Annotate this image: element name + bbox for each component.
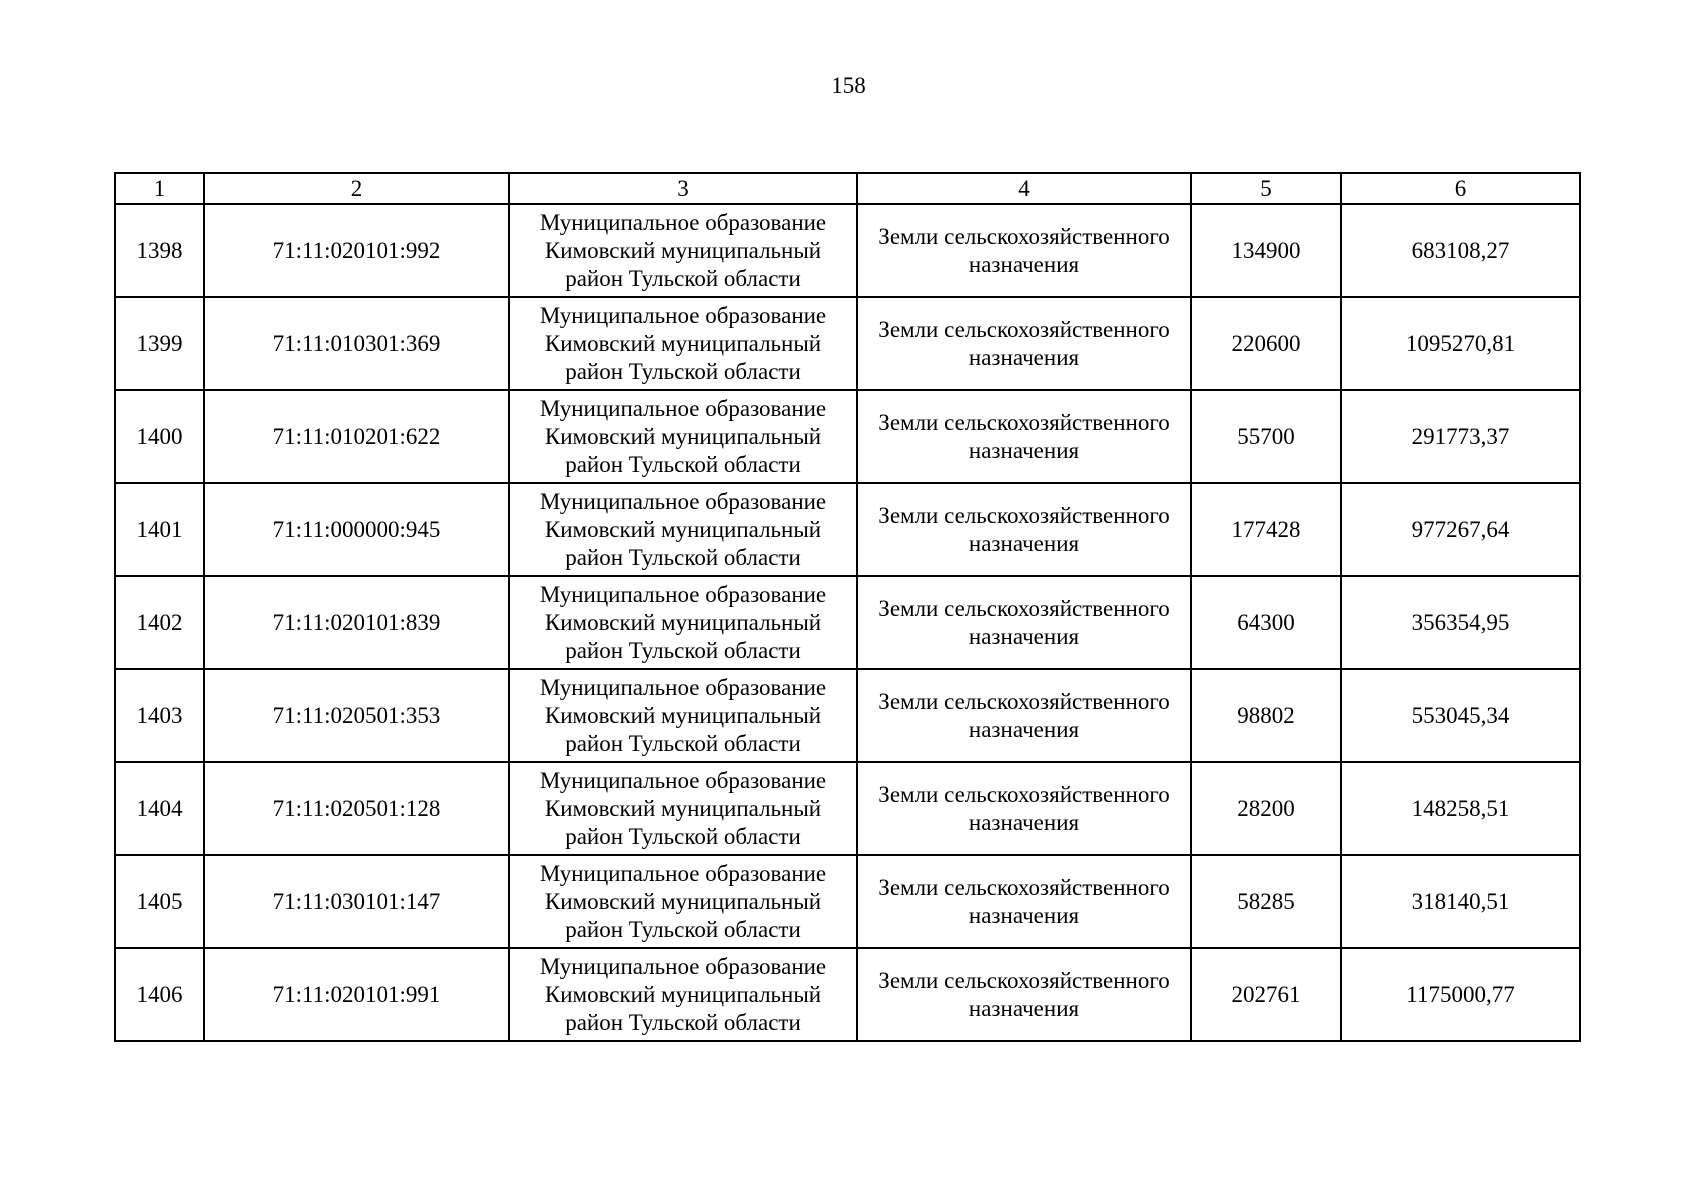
cadastral-value-cell: 1095270,81 <box>1341 297 1580 390</box>
area-cell: 134900 <box>1191 204 1341 297</box>
area-cell: 220600 <box>1191 297 1341 390</box>
owner-cell: Муниципальное образование Кимовский муниципальный район Тульской области <box>509 669 857 762</box>
area-cell: 28200 <box>1191 762 1341 855</box>
row-number-cell: 1404 <box>115 762 204 855</box>
owner-cell: Муниципальное образование Кимовский муниципальный район Тульской области <box>509 855 857 948</box>
row-number-cell: 1398 <box>115 204 204 297</box>
cadastral-value-cell: 977267,64 <box>1341 483 1580 576</box>
table-row <box>115 855 1580 948</box>
area-cell: 64300 <box>1191 576 1341 669</box>
table-row <box>115 390 1580 483</box>
cadastral-number-cell: 71:11:030101:147 <box>204 855 509 948</box>
area-cell: 98802 <box>1191 669 1341 762</box>
row-number-cell: 1405 <box>115 855 204 948</box>
cadastral-number-cell: 71:11:010201:622 <box>204 390 509 483</box>
area-cell: 58285 <box>1191 855 1341 948</box>
land-category-cell: Земли сельскохозяйственного назначения <box>857 297 1191 390</box>
land-category-cell: Земли сельскохозяйственного назначения <box>857 855 1191 948</box>
row-number-cell: 1399 <box>115 297 204 390</box>
land-category-cell: Земли сельскохозяйственного назначения <box>857 576 1191 669</box>
land-category-cell: Земли сельскохозяйственного назначения <box>857 669 1191 762</box>
land-category-cell: Земли сельскохозяйственного назначения <box>857 762 1191 855</box>
column-header: 5 <box>1191 173 1341 204</box>
column-header: 4 <box>857 173 1191 204</box>
column-header: 6 <box>1341 173 1580 204</box>
owner-cell: Муниципальное образование Кимовский муниципальный район Тульской области <box>509 948 857 1041</box>
table-row <box>115 669 1580 762</box>
cadastral-value-cell: 553045,34 <box>1341 669 1580 762</box>
column-header: 3 <box>509 173 857 204</box>
column-header: 2 <box>204 173 509 204</box>
cadastral-number-cell: 71:11:010301:369 <box>204 297 509 390</box>
cadastral-number-cell: 71:11:020101:992 <box>204 204 509 297</box>
table-row <box>115 576 1580 669</box>
land-category-cell: Земли сельскохозяйственного назначения <box>857 483 1191 576</box>
row-number-cell: 1406 <box>115 948 204 1041</box>
owner-cell: Муниципальное образование Кимовский муниципальный район Тульской области <box>509 204 857 297</box>
cadastral-value-cell: 291773,37 <box>1341 390 1580 483</box>
table-row <box>115 762 1580 855</box>
area-cell: 177428 <box>1191 483 1341 576</box>
land-registry-table <box>114 172 1581 1042</box>
cadastral-number-cell: 71:11:000000:945 <box>204 483 509 576</box>
land-category-cell: Земли сельскохозяйственного назначения <box>857 948 1191 1041</box>
column-header: 1 <box>115 173 204 204</box>
cadastral-number-cell: 71:11:020501:353 <box>204 669 509 762</box>
page-number: 158 <box>831 73 866 98</box>
table-row <box>115 204 1580 297</box>
cadastral-value-cell: 356354,95 <box>1341 576 1580 669</box>
row-number-cell: 1403 <box>115 669 204 762</box>
row-number-cell: 1400 <box>115 390 204 483</box>
cadastral-value-cell: 683108,27 <box>1341 204 1580 297</box>
cadastral-number-cell: 71:11:020101:991 <box>204 948 509 1041</box>
owner-cell: Муниципальное образование Кимовский муниципальный район Тульской области <box>509 576 857 669</box>
table-row <box>115 948 1580 1041</box>
land-category-cell: Земли сельскохозяйственного назначения <box>857 390 1191 483</box>
cadastral-value-cell: 148258,51 <box>1341 762 1580 855</box>
cadastral-value-cell: 1175000,77 <box>1341 948 1580 1041</box>
owner-cell: Муниципальное образование Кимовский муниципальный район Тульской области <box>509 483 857 576</box>
cadastral-value-cell: 318140,51 <box>1341 855 1580 948</box>
area-cell: 55700 <box>1191 390 1341 483</box>
cadastral-number-cell: 71:11:020501:128 <box>204 762 509 855</box>
row-number-cell: 1402 <box>115 576 204 669</box>
area-cell: 202761 <box>1191 948 1341 1041</box>
cadastral-number-cell: 71:11:020101:839 <box>204 576 509 669</box>
owner-cell: Муниципальное образование Кимовский муниципальный район Тульской области <box>509 390 857 483</box>
table-row <box>115 483 1580 576</box>
owner-cell: Муниципальное образование Кимовский муниципальный район Тульской области <box>509 762 857 855</box>
row-number-cell: 1401 <box>115 483 204 576</box>
owner-cell: Муниципальное образование Кимовский муниципальный район Тульской области <box>509 297 857 390</box>
table-header-row <box>115 173 1580 204</box>
table-row <box>115 297 1580 390</box>
land-category-cell: Земли сельскохозяйственного назначения <box>857 204 1191 297</box>
